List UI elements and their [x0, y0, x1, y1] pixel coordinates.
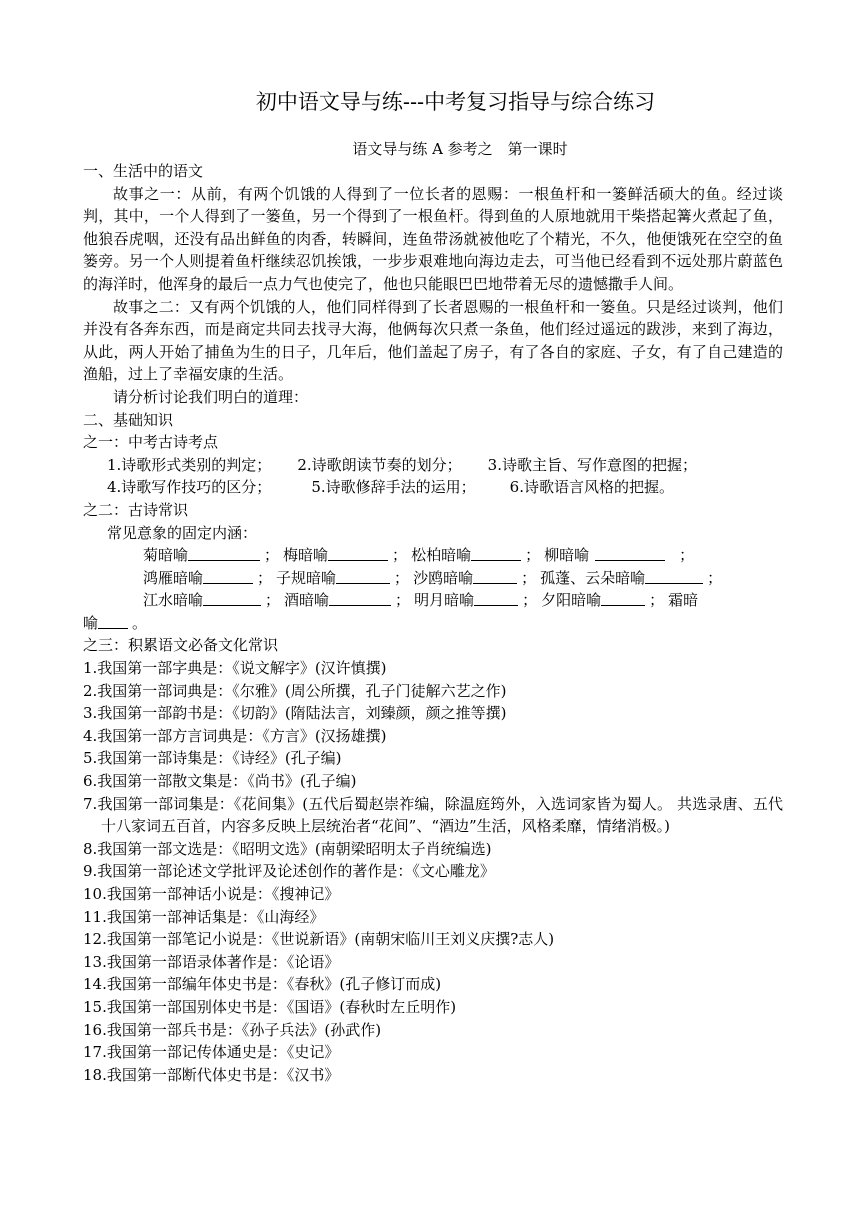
imagery-intro: 常见意象的固定内涵：: [107, 523, 258, 542]
answer-blank[interactable]: [329, 589, 391, 606]
exam-point: 1.诗歌形式类别的判定；: [107, 455, 272, 474]
list-item: 5.我国第一部诗集是：《诗经》(孔子编): [83, 749, 342, 768]
imagery-label: 霜暗: [668, 591, 699, 610]
part2-heading: 之二：古诗常识: [83, 500, 189, 519]
answer-blank[interactable]: [645, 567, 703, 584]
lesson-subtitle: 语文导与练 A 参考之 第一课时: [352, 140, 568, 158]
exam-point: 4.诗歌写作技巧的区分；: [107, 478, 272, 497]
imagery-label: 酒暗喻: [284, 591, 330, 610]
answer-blank[interactable]: [188, 544, 260, 561]
imagery-label: 松柏暗喻: [411, 546, 472, 565]
answer-blank[interactable]: [601, 589, 645, 606]
part3-heading: 之三：积累语文必备文化常识: [83, 636, 279, 655]
imagery-label: 梅暗喻: [283, 546, 329, 565]
answer-blank[interactable]: [595, 544, 665, 561]
list-item: 12.我国第一部笔记小说是：《世说新语》(南朝宋临川王刘义庆撰?志人): [83, 930, 555, 949]
list-item: 14.我国第一部编年体史书是：《春秋》(孔子修订而成): [83, 975, 442, 994]
imagery-label: 菊暗喻: [143, 546, 189, 565]
answer-blank[interactable]: [471, 544, 521, 561]
section1-heading: 一、生活中的语文: [83, 162, 204, 180]
exam-point: 2.诗歌朗读节奏的划分；: [297, 455, 462, 474]
answer-blank[interactable]: [98, 612, 128, 629]
answer-blank[interactable]: [328, 544, 388, 561]
answer-blank[interactable]: [336, 567, 390, 584]
imagery-row-2: 鸿雁暗喻 ； 子规暗喻 ； 沙鸥暗喻 ； 孤蓬、云朵暗喻 ；: [83, 567, 783, 590]
end-mark: 。: [132, 613, 148, 632]
imagery-label: 夕阳暗喻: [541, 591, 602, 610]
list-item: 10.我国第一部神话小说是：《搜神记》: [83, 885, 340, 903]
list-item: 3.我国第一部韵书是：《切韵》(隋陆法言，刘臻颜，颜之推等撰): [83, 704, 507, 723]
list-item: 7.我国第一部词集是：《花间集》(五代后蜀赵崇祚编，除温庭筠外，入选词家皆为蜀人。 共选录唐、五代十八家词五百首，内容多反映上层统治者“花间”、“酒边”生活，风格柔靡，情绪消极。): [83, 794, 783, 836]
part1-heading: 之一：中考古诗考点: [83, 433, 219, 452]
list-item: 18.我国第一部断代体史书是：《汉书》: [83, 1065, 340, 1084]
exam-points-row-1: [83, 454, 783, 477]
list-item: 4.我国第一部方言词典是：《方言》(汉扬雄撰): [83, 726, 387, 745]
exam-point: 6.诗歌语言风格的把握。: [509, 478, 674, 497]
list-item: 15.我国第一部国别体史书是：《国语》(春秋时左丘明作): [83, 997, 457, 1016]
list-item: 16.我国第一部兵书是：《孙子兵法》(孙武作): [83, 1020, 382, 1039]
imagery-label: 柳暗喻: [544, 546, 590, 565]
imagery-label: 孤蓬、云朵暗喻: [540, 568, 646, 587]
imagery-label: 沙鸥暗喻: [413, 568, 474, 587]
list-item: 8.我国第一部文选是：《昭明文选》(南朝梁昭明太子肖统编选): [83, 839, 492, 858]
document-title: 初中语文导与练---中考复习指导与综合练习: [255, 90, 656, 114]
imagery-row-4: [83, 612, 783, 635]
list-item: 2.我国第一部词典是：《尔雅》(周公所撰，孔子门徒解六艺之作): [83, 681, 507, 700]
document-page: [83, 86, 783, 1086]
imagery-label: 鸿雁暗喻: [143, 568, 204, 587]
exam-point: 5.诗歌修辞手法的运用；: [311, 478, 476, 497]
exam-points-row-2: [83, 476, 783, 499]
list-item: 6.我国第一部散文集是：《尚书》(孔子编): [83, 772, 357, 791]
story-2: 故事之二：又有两个饥饿的人，他们同样得到了长者恩赐的一根鱼杆和一篓鱼。只是经过谈判，他们并没有各奔东西，而是商定共同去找寻大海，他俩每次只煮一条鱼，他们经过遥远的跋涉，来到了海边，从此，两人开始了捕鱼为生的日子，几年后，他们盖起了房子，有了各自的家庭、子女，有了自己建造的渔船，过上了幸福安康的生活。: [83, 297, 783, 384]
story-1: 故事之一：从前，有两个饥饿的人得到了一位长者的恩赐：一根鱼杆和一篓鲜活硕大的鱼。经过谈判，其中，一个人得到了一篓鱼，另一个得到了一根鱼杆。得到鱼的人原地就用干柴搭起篝火煮起了鱼，他狼吞虎咽，还没有品出鲜鱼的肉香，转瞬间，连鱼带汤就被他吃了个精光，不久，他便饿死在空空的鱼篓旁。另一个人则提着鱼杆继续忍饥挨饿，一步步艰难地向海边走去，可当他已经看到不远处那片蔚蓝色的海洋时，他浑身的最后一点力气也使完了，他也只能眼巴巴地带着无尽的遗憾撒手人间。: [83, 184, 783, 293]
answer-blank[interactable]: [203, 589, 261, 606]
imagery-row-1: 菊暗喻 ； 梅暗喻 ； 松柏暗喻 ； 柳暗喻 ；: [83, 544, 783, 567]
imagery-label: 明月暗喻: [414, 591, 475, 610]
list-item: 1.我国第一部字典是：《说文解字》(汉许慎撰): [83, 659, 387, 678]
list-item: 17.我国第一部记传体通史是：《史记》: [83, 1043, 340, 1062]
answer-blank[interactable]: [474, 589, 518, 606]
list-item: 13.我国第一部语录体著作是：《论语》: [83, 952, 340, 971]
list-item: 9.我国第一部论述文学批评及论述创作的著作是：《文心雕龙》: [83, 862, 495, 881]
imagery-label: 喻: [83, 613, 99, 632]
section2-heading: 二、基础知识: [83, 410, 174, 429]
exam-point: 3.诗歌主旨、写作意图的把握；: [487, 455, 697, 474]
answer-blank[interactable]: [473, 567, 517, 584]
list-item: 11.我国第一部神话集是：《山海经》: [83, 907, 325, 926]
imagery-label: 江水暗喻: [143, 591, 204, 610]
imagery-label: 子规暗喻: [276, 568, 337, 587]
discussion-prompt: 请分析讨论我们明白的道理：: [113, 387, 309, 406]
imagery-row-3: 江水暗喻 ； 酒暗喻 ； 明月暗喻 ； 夕阳暗喻 ； 霜暗: [83, 589, 783, 612]
answer-blank[interactable]: [203, 567, 253, 584]
